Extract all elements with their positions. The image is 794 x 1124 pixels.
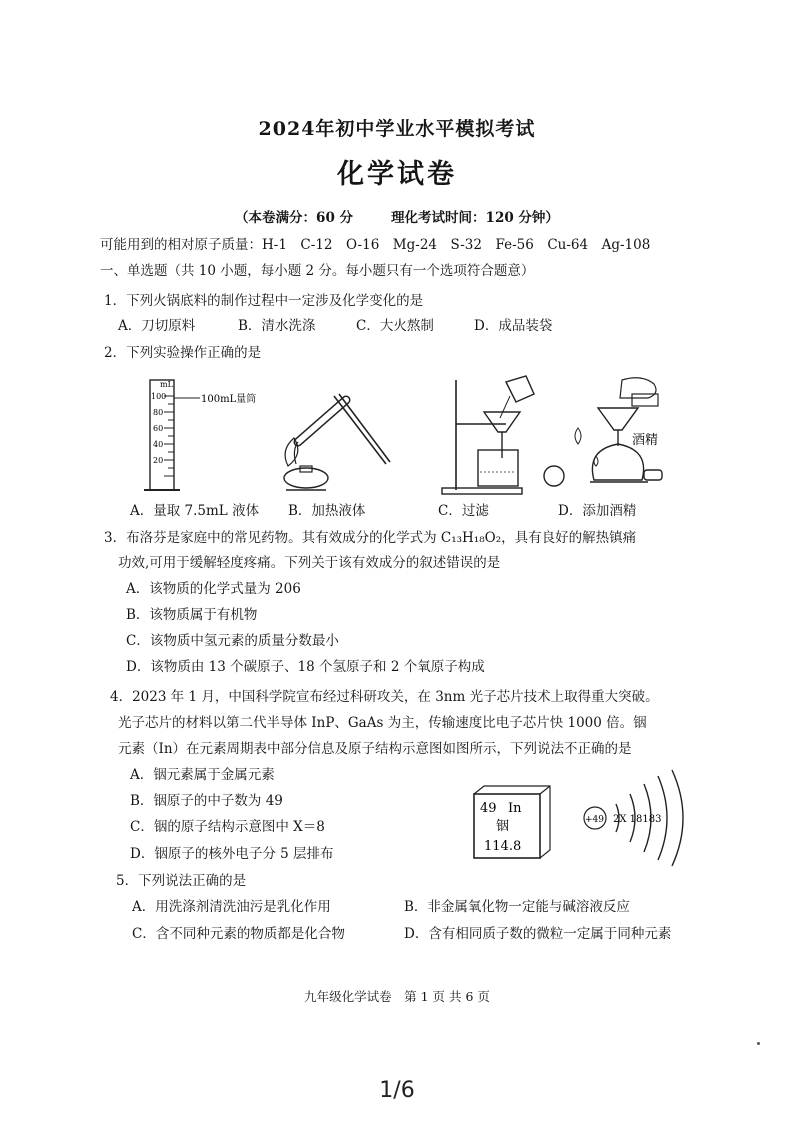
element-number: 49 <box>480 801 497 816</box>
q3-option-b: B．该物质属于有机物 <box>126 607 258 623</box>
atom-nucleus: +49 <box>585 815 604 825</box>
element-symbol: In <box>508 801 522 816</box>
atomic-masses: 可能用到的相对原子质量：H-1 C-12 O-16 Mg-24 S-32 Fe-56 Cu-64 Ag-108 <box>100 237 651 253</box>
question-4-stem-line1: 4．2023 年 1 月，中国科学院宣布经过科研攻关，在 3nm 光子芯片技术上取得重大突破。 <box>110 689 659 705</box>
q2-option-b: B．加热液体 <box>288 503 366 519</box>
adding-alcohol-figure <box>536 372 686 500</box>
page-indicator: 1/6 <box>379 1078 415 1103</box>
exam-info <box>0 206 794 226</box>
full-score: （本卷满分：60 分 <box>235 210 354 226</box>
element-mass: 114.8 <box>484 839 522 854</box>
element-tile <box>470 784 552 860</box>
q2-option-c: C．过滤 <box>438 503 489 519</box>
question-5-stem: 5．下列说法正确的是 <box>116 873 247 889</box>
q3-option-c: C．该物质中氢元素的质量分数最小 <box>126 633 339 649</box>
alcohol-label: 酒精 <box>632 433 659 448</box>
cylinder-tick-60: 60 <box>153 424 164 433</box>
q1-option-d: D．成品装袋 <box>474 318 553 334</box>
question-3-stem-line2: 功效,可用于缓解轻度疼痛。下列关于该有效成分的叙述错误的是 <box>118 555 501 571</box>
q2-option-a: A．量取 7.5mL 液体 <box>130 503 260 519</box>
q5-option-d: D．含有相同质子数的微粒一定属于同种元素 <box>404 926 672 942</box>
cylinder-tick-20: 20 <box>153 456 164 465</box>
q4-option-d: D．铟原子的核外电子分 5 层排布 <box>130 846 334 862</box>
graduated-cylinder-figure <box>130 372 300 500</box>
cylinder-tick-80: 80 <box>153 408 164 417</box>
q3-option-a: A．该物质的化学式量为 206 <box>126 581 301 597</box>
q3-option-d: D．该物质由 13 个碳原子、18 个氢原子和 2 个氧原子构成 <box>126 659 485 675</box>
exam-title: 2024年初中学业水平模拟考试 <box>258 118 536 140</box>
page-footer: 九年级化学试卷 第 1 页 共 6 页 <box>304 989 490 1004</box>
question-4-stem-line3: 元素（In）在元素周期表中部分信息及原子结构示意图如图所示，下列说法不正确的是 <box>118 741 632 757</box>
q4-option-a: A．铟元素属于金属元素 <box>130 767 275 783</box>
q4-option-b: B．铟原子的中子数为 49 <box>130 793 283 809</box>
q5-option-a: A．用洗涤剂清洗油污是乳化作用 <box>132 899 331 915</box>
question-1-stem: 1．下列火锅底料的制作过程中一定涉及化学变化的是 <box>104 293 424 309</box>
cylinder-tick-100: 100 <box>151 392 167 401</box>
exam-time: 理化考试时间：120 分钟） <box>391 210 559 226</box>
cylinder-label: 100mL量筒 <box>201 394 257 405</box>
atom-shells: 2X 18183 <box>613 814 662 825</box>
atom-structure-diagram <box>580 766 700 870</box>
question-3-stem-line1: 3．布洛芬是家庭中的常见药物。其有效成分的化学式为 C₁₃H₁₈O₂，具有良好的解热镇痛 <box>104 530 637 546</box>
scan-speck <box>757 1042 760 1045</box>
q4-option-c: C．铟的原子结构示意图中 X＝8 <box>130 819 325 835</box>
element-name: 铟 <box>496 819 510 834</box>
heating-liquid-figure <box>276 382 396 500</box>
subject-title: 化学试卷 <box>337 159 457 190</box>
question-2-stem: 2．下列实验操作正确的是 <box>104 345 262 361</box>
section-heading: 一、单选题（共 10 小题，每小题 2 分。每小题只有一个选项符合题意） <box>100 263 535 279</box>
q1-option-c: C．大火熬制 <box>356 318 434 334</box>
cylinder-unit: mL <box>160 380 173 389</box>
filtration-figure <box>436 372 546 500</box>
cylinder-tick-40: 40 <box>153 440 164 449</box>
q2-option-d: D．添加酒精 <box>558 503 637 519</box>
question-4-stem-line2: 光子芯片的材料以第二代半导体 InP、GaAs 为主，传输速度比电子芯片快 1000 倍。铟 <box>118 715 647 731</box>
q5-option-c: C．含不同种元素的物质都是化合物 <box>132 926 345 942</box>
q1-option-a: A．刀切原料 <box>118 318 196 334</box>
q5-option-b: B．非金属氧化物一定能与碱溶液反应 <box>404 899 630 915</box>
q1-option-b: B．清水洗涤 <box>238 318 316 334</box>
